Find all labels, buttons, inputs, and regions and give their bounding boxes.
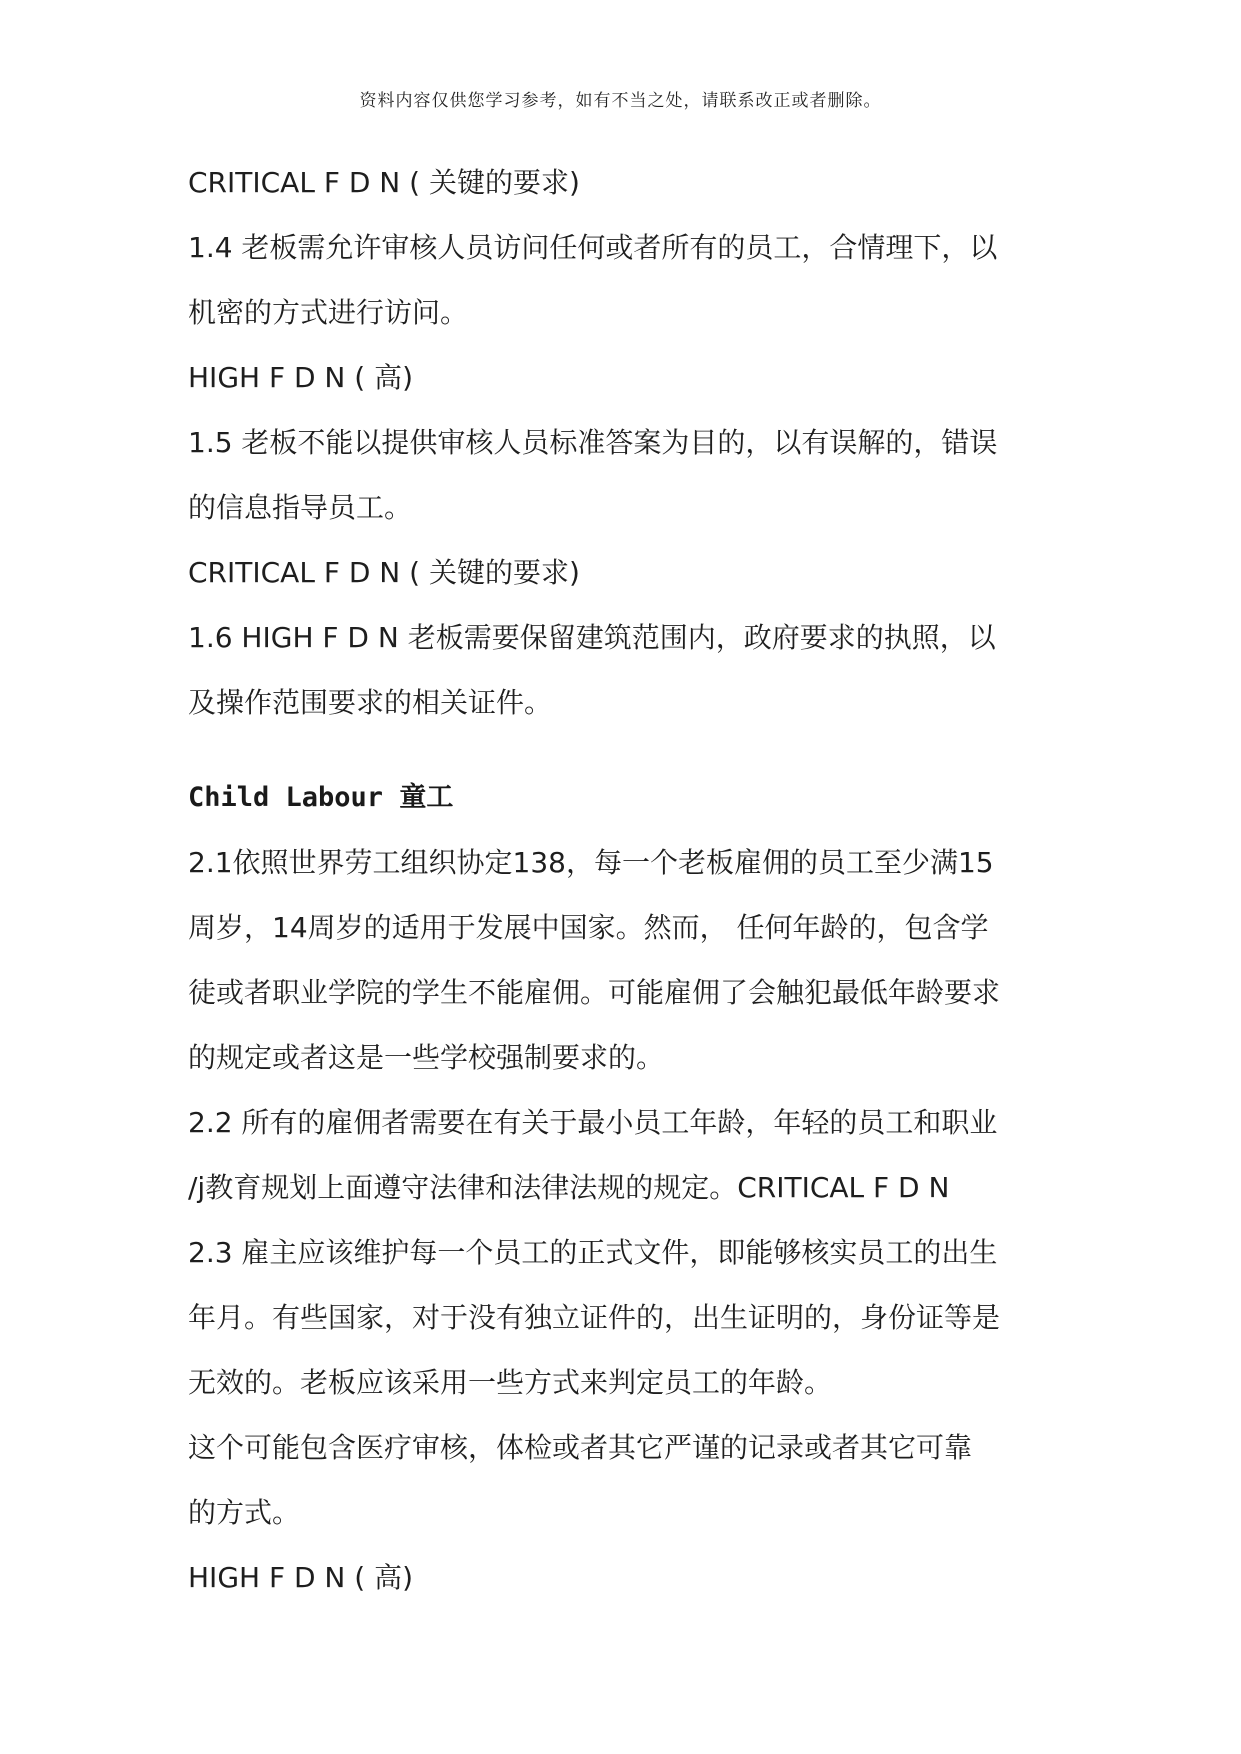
clause-2-3-line-5: 的方式。 bbox=[188, 1496, 301, 1529]
section-heading-english: Child Labour bbox=[188, 782, 384, 813]
clause-2-1-line-1: 2.1依照世界劳工组织协定138，每一个老板雇佣的员工至少满15 bbox=[188, 846, 994, 879]
clause-1-6-line-2: 及操作范围要求的相关证件。 bbox=[188, 686, 553, 719]
clause-1-6-line-1: 1.6 HIGH F D N 老板需要保留建筑范围内，政府要求的执照，以 bbox=[188, 621, 996, 654]
clause-2-2-line-2: /j教育规划上面遵守法律和法律法规的规定。CRITICAL F D N bbox=[188, 1171, 950, 1204]
section-heading-chinese: 童工 bbox=[399, 782, 454, 813]
disclaimer-header: 资料内容仅供您学习参考，如有不当之处，请联系改正或者删除。 bbox=[359, 91, 882, 111]
requirement-level-critical: CRITICAL F D N ( 关键的要求) bbox=[188, 556, 580, 589]
requirement-level-critical: CRITICAL F D N ( 关键的要求) bbox=[188, 166, 580, 199]
clause-1-5-line-1: 1.5 老板不能以提供审核人员标准答案为目的，以有误解的，错误 bbox=[188, 426, 998, 459]
clause-2-3-line-2: 年月。有些国家，对于没有独立证件的，出生证明的，身份证等是 bbox=[188, 1301, 1001, 1334]
section-heading-child-labour bbox=[188, 777, 1068, 842]
clause-1-4-line-1: 1.4 老板需允许审核人员访问任何或者所有的员工，合情理下，以 bbox=[188, 231, 998, 264]
clause-2-2-line-1: 2.2 所有的雇佣者需要在有关于最小员工年龄，年轻的员工和职业 bbox=[188, 1106, 998, 1139]
section-spacer bbox=[188, 747, 1068, 777]
requirement-level-high: HIGH F D N ( 高) bbox=[188, 1561, 414, 1594]
clause-2-1-line-3: 徒或者职业学院的学生不能雇佣。可能雇佣了会触犯最低年龄要求 bbox=[188, 976, 1001, 1009]
document-body bbox=[188, 162, 1068, 1622]
clause-1-5-line-2: 的信息指导员工。 bbox=[188, 491, 413, 524]
clause-2-3-line-3: 无效的。老板应该采用一些方式来判定员工的年龄。 bbox=[188, 1366, 833, 1399]
requirement-level-high: HIGH F D N ( 高) bbox=[188, 361, 414, 394]
clause-2-1-line-2: 周岁，14周岁的适用于发展中国家。然而， 任何年龄的，包含学 bbox=[188, 911, 989, 944]
clause-2-1-line-4: 的规定或者这是一些学校强制要求的。 bbox=[188, 1041, 665, 1074]
clause-2-3-line-1: 2.3 雇主应该维护每一个员工的正式文件，即能够核实员工的出生 bbox=[188, 1236, 998, 1269]
clause-2-3-line-4: 这个可能包含医疗审核，体检或者其它严谨的记录或者其它可靠 bbox=[188, 1431, 973, 1464]
clause-1-4-line-2: 机密的方式进行访问。 bbox=[188, 296, 469, 329]
